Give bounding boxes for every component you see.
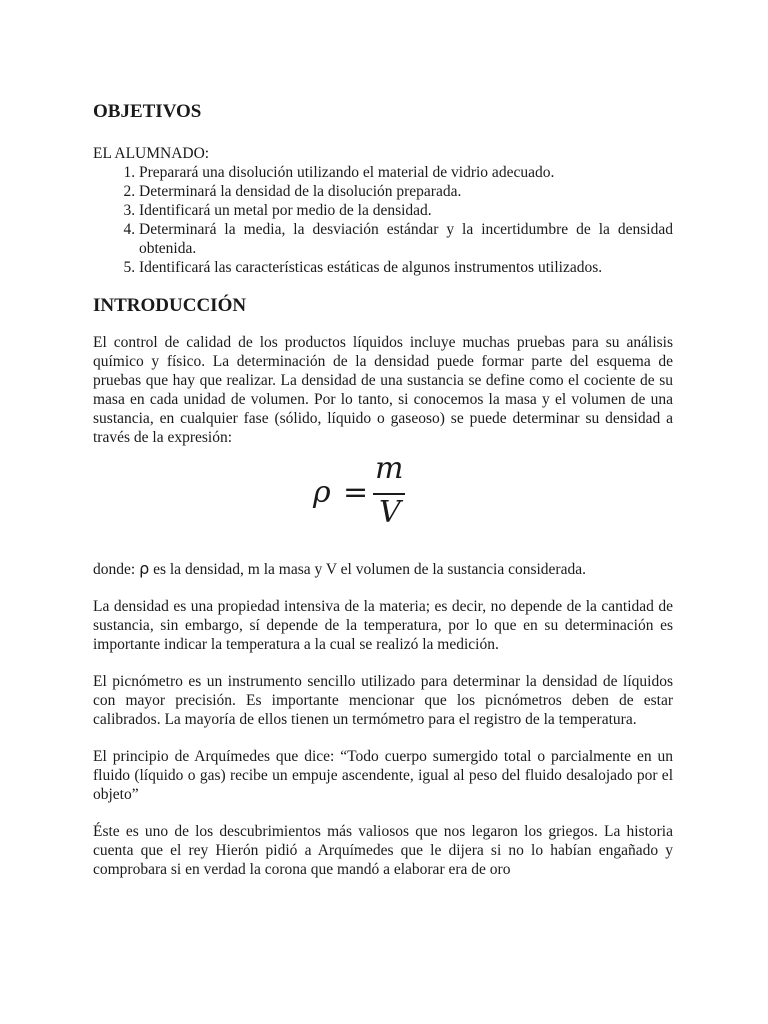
objetivos-intro: EL ALUMNADO: [93, 145, 210, 162]
list-item: 4. Determinará la media, la desviación estándar y la incertidumbre de la densidad obtenida. [139, 220, 673, 258]
paragraph-historia: Éste es uno de los descubrimientos más valiosos que nos legaron los griegos. La historia cuenta que el rey Hierón pidió a Arquímedes que le dijera si no lo habían engañado y comprobara si en verdad la corona que mandó a elaborar era de oro [93, 823, 673, 878]
list-item: 1. Preparará una disolución utilizando el material de vidrio adecuado. [139, 163, 673, 182]
donde-rest: es la densidad, m la masa y V el volumen de la sustancia considerada. [153, 561, 586, 578]
list-item: 3. Identificará un metal por medio de la densidad. [139, 201, 673, 220]
formula-denominator: V [379, 495, 401, 530]
paragraph-donde [93, 559, 673, 579]
paragraph-arquimedes: El principio de Arquímedes que dice: “Todo cuerpo sumergido total o parcialmente en un fluido (líquido o gas) recibe un empuje ascendente, igual al peso del fluido desalojado por el objeto” [93, 748, 673, 803]
paragraph-picnometro: El picnómetro es un instrumento sencillo utilizado para determinar la densidad de líquidos con mayor precisión. Es importante mencionar que los picnómetros deben de estar calibrados. La mayoría de ellos tienen un termómetro para el registro de la temperatura. [93, 673, 673, 728]
section-title-objetivos: OBJETIVOS [93, 101, 202, 122]
formula-equals: = [343, 475, 369, 510]
paragraph-densidad: La densidad es una propiedad intensiva de la materia; es decir, no depende de la cantidad de sustancia, sin embargo, sí depende de la temperatura, por lo que en su determinación es importante indicar la temperatura a la cual se realizó la medición. [93, 598, 673, 653]
donde-prefix: donde: [93, 561, 136, 578]
donde-symbol: ρ [139, 559, 150, 578]
section-title-introduccion: INTRODUCCIÓN [93, 295, 247, 316]
formula-numerator: m [375, 451, 404, 486]
paragraph-intro: El control de calidad de los productos líquidos incluye muchas pruebas para su análisis químico y físico. La determinación de la densidad puede formar parte del esquema de pruebas que hay que realizar. La densidad de una sustancia se define como el cociente de su masa en cada unidad de volumen. Por lo tanto, si conocemos la masa y el volumen de una sustancia, en cualquier fase (sólido, líquido o gaseoso) se puede determinar su densidad a través de la expresión: [93, 334, 673, 446]
list-item: 2. Determinará la densidad de la disolución preparada. [139, 182, 673, 201]
list-item: 5. Identificará las características estáticas de algunos instrumentos utilizados. [139, 258, 673, 277]
objetivos-list [93, 163, 673, 277]
density-formula [93, 447, 673, 539]
formula-rho: ρ [313, 475, 331, 510]
document-page [93, 100, 673, 879]
